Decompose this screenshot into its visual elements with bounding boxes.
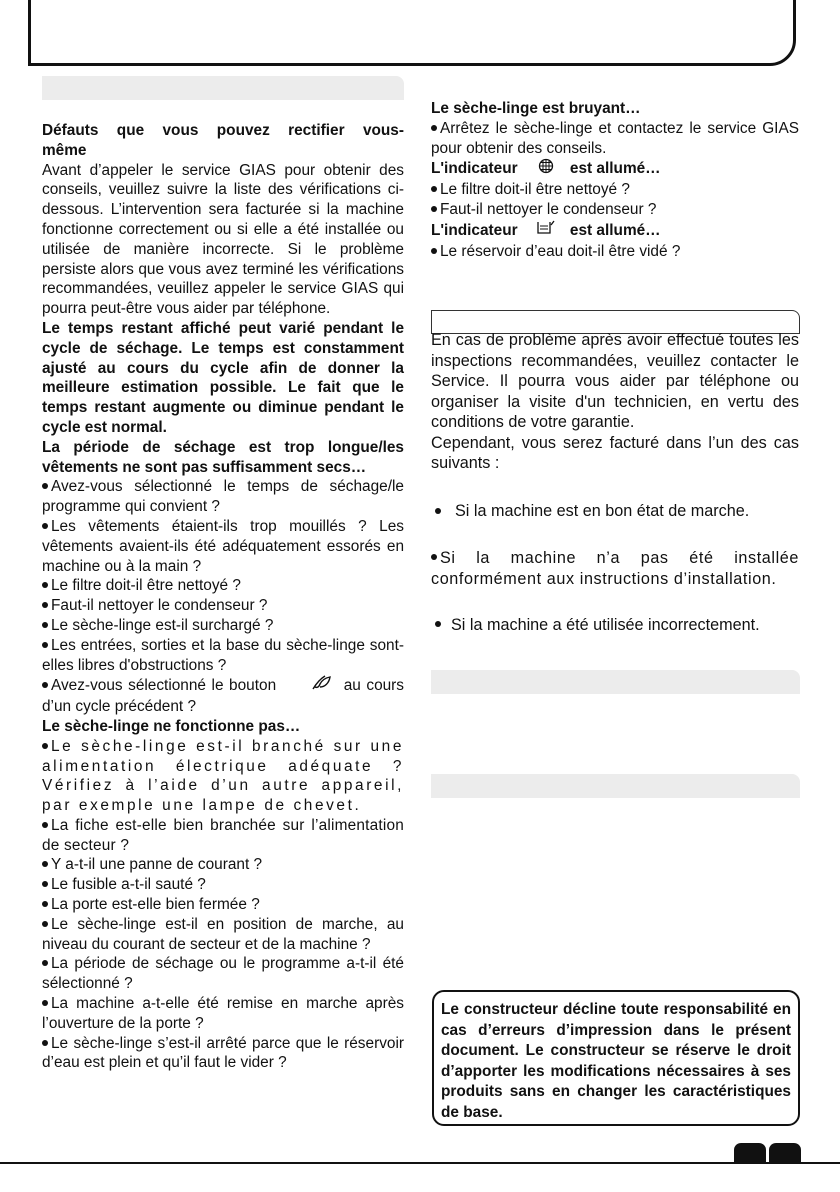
bullet-icon	[42, 901, 48, 907]
bullet-icon	[42, 822, 48, 828]
case-1: Si la machine est en bon état de marche.	[431, 502, 799, 522]
long-item-6: Les entrées, sorties et la base du sèche-linge sont-elles libres d'obstructions ?	[42, 636, 404, 674]
charged-text: Cependant, vous serez facturé dans l’un des cas suivants :	[431, 433, 799, 473]
not-working-item-9: Le sèche-linge s’est-il arrêté parce que le réservoir d’eau est plein et qu’il faut le vider ?	[42, 1034, 404, 1072]
bullet-icon	[431, 125, 437, 131]
bullet-icon	[42, 1040, 48, 1046]
disclaimer-text: Le constructeur décline toute responsabilité en cas d’erreurs d’impression dans le présent document. Le constructeur se réserve le droit d’apporter les modifications nécessaires à ses produits sans en changer les caractéristiques de base.	[441, 1001, 791, 1121]
bullet-icon	[42, 582, 48, 588]
not-working-item-1: Le sèche-linge est-il branché sur une alimentation électrique adéquate ? Vérifiez à l’aide d’un autre appareil, par exemple une lampe de chevet.	[42, 737, 404, 815]
not-working-item-4: Le fusible a-t-il sauté ?	[42, 875, 404, 895]
service-text: En cas de problème après avoir effectué toutes les inspections recommandées, veuillez contacter le Service. Il pourra vous aider par téléphone ou organiser la visite d'un technicien, en vertu des conditions de votre garantie.	[431, 331, 799, 432]
tank-indicator-line: L'indicateur est allumé…	[431, 220, 799, 242]
bullet-icon	[42, 861, 48, 867]
bullet-icon	[431, 186, 437, 192]
filter-item-1: Le filtre doit-il être nettoyé ?	[431, 180, 799, 200]
troubleshoot-heading: Défauts que vous pouvez rectifier vous-même	[42, 122, 404, 159]
section-bar-3	[431, 670, 800, 694]
delicate-button-icon	[310, 675, 332, 697]
long-item-button: Avez-vous sélectionné le bouton au cours d’un cycle précédent ?	[42, 677, 405, 716]
page-tab-left	[734, 1143, 766, 1162]
not-working-item-6: Le sèche-linge est-il en position de marche, au niveau du courant de secteur et de la machine ?	[42, 915, 404, 953]
tank-item: Le réservoir d’eau doit-il être vidé ?	[431, 242, 799, 262]
footer-rule	[0, 1162, 840, 1164]
long-item-1: Avez-vous sélectionné le temps de séchage/le programme qui convient ?	[42, 478, 404, 516]
bullet-icon	[42, 881, 48, 887]
bullet-icon	[435, 621, 441, 627]
bullet-icon	[431, 206, 437, 212]
filter-indicator-icon	[538, 158, 554, 180]
long-item-2: Les vêtements étaient-ils trop mouillés ? Les vêtements avaient-ils été adéquatement essorés en machine ou à la main ?	[42, 517, 404, 575]
filter-item-2: Faut-il nettoyer le condenseur ?	[431, 200, 799, 220]
page-title-box	[28, 0, 796, 66]
bullet-icon	[42, 602, 48, 608]
noisy-heading: Le sèche-linge est bruyant…	[431, 100, 641, 117]
water-tank-icon	[536, 220, 556, 242]
intro-text: Avant d’appeler le service GIAS pour obtenir des conseils, veuillez suivre la liste des vérifications ci-dessous. L’intervention sera facturée si la machine fonctionne correctement ou si elle a été installée ou utilisée de manière incorrecte. Si le problème persiste alors que vous avez terminé les vérifications recommandées, veuillez appeler le service GIAS qui pourra peut-être vous aider par téléphone.	[42, 161, 404, 318]
left-column	[42, 121, 404, 1073]
section-bar-4	[431, 774, 800, 798]
long-drying-heading: La période de séchage est trop longue/les vêtements ne sont pas suffisamment secs…	[42, 438, 404, 476]
section-bar-troubleshooting	[42, 76, 404, 100]
bullet-icon	[42, 921, 48, 927]
case-2: Si la machine n’a pas été installée conformément aux instructions d’installation.	[431, 548, 799, 588]
not-working-item-7: La période de séchage ou le programme a-t-il été sélectionné ?	[42, 955, 404, 993]
bullet-icon	[431, 554, 437, 560]
bullet-icon	[431, 248, 437, 254]
not-working-heading: Le sèche-linge ne fonctionne pas…	[42, 717, 301, 735]
disclaimer-box	[432, 990, 800, 1126]
long-item-5: Le sèche-linge est-il surchargé ?	[42, 616, 404, 636]
not-working-item-8: La machine a-t-elle été remise en marche après l’ouverture de la porte ?	[42, 995, 404, 1032]
noisy-item: Arrêtez le sèche-linge et contactez le service GIAS pour obtenir des conseils.	[431, 119, 799, 157]
bullet-icon	[42, 523, 48, 529]
time-note: Le temps restant affiché peut varié pendant le cycle de séchage. Le temps est constamment ajusté au cours du cycle afin de donner la meilleure estimation possible. Le fait que le temps restant augmente ou diminue pendant le cycle est normal.	[42, 319, 404, 436]
right-column	[431, 99, 799, 635]
not-working-item-5: La porte est-elle bien fermée ?	[42, 895, 404, 915]
bullet-icon	[42, 1000, 48, 1006]
bullet-icon	[42, 642, 48, 648]
long-item-4: Faut-il nettoyer le condenseur ?	[42, 596, 404, 616]
page-tab-right	[769, 1143, 801, 1162]
bullet-icon	[42, 682, 48, 688]
long-item-3: Le filtre doit-il être nettoyé ?	[42, 576, 404, 596]
bullet-icon	[42, 483, 48, 489]
bullet-icon	[42, 743, 48, 749]
not-working-item-2: La fiche est-elle bien branchée sur l’alimentation de secteur ?	[42, 816, 404, 854]
not-working-item-3: Y a-t-il une panne de courant ?	[42, 855, 404, 875]
bullet-icon	[42, 960, 48, 966]
bullet-icon	[435, 508, 441, 514]
filter-indicator-line: L'indicateur est allumé…	[431, 158, 799, 180]
bullet-icon	[42, 622, 48, 628]
case-3: Si la machine a été utilisée incorrectement.	[431, 616, 799, 636]
